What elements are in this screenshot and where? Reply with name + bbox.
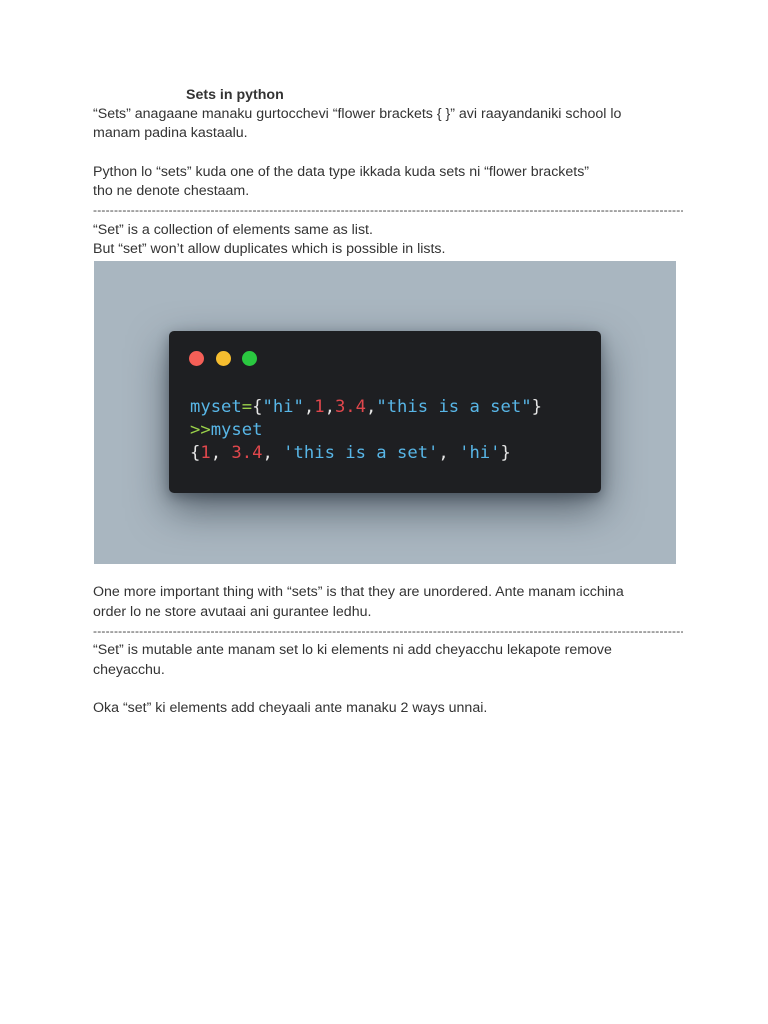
code-token: myset (190, 397, 242, 418)
code-token: , (324, 397, 335, 418)
code-token: "this is a set" (376, 397, 532, 418)
blank-line (93, 680, 683, 699)
code-token: >> (190, 420, 211, 441)
code-screenshot-figure (94, 261, 676, 564)
dashed-divider (93, 201, 683, 220)
code-token: myset (210, 420, 263, 441)
code-token: } (531, 397, 542, 418)
code-token: { (252, 397, 263, 418)
green-dot-icon (242, 351, 257, 366)
code-token: , (210, 442, 232, 463)
yellow-dot-icon (216, 351, 231, 366)
code-block (190, 396, 542, 464)
paragraph-6-line-1: Oka “set” ki elements add cheyaali ante manaku 2 ways unnai. (93, 700, 488, 717)
code-token: , (303, 397, 315, 418)
code-line-2 (190, 419, 542, 442)
code-token: } (500, 442, 511, 463)
code-window (169, 331, 601, 493)
paragraph-2-line-2: tho ne denote chestaam. (93, 183, 250, 200)
blank-line (93, 144, 683, 163)
code-token: 3.4 (334, 397, 366, 418)
code-token: 1 (314, 397, 325, 418)
lower-section (93, 583, 683, 718)
dashed-divider (93, 622, 683, 641)
code-line-3 (190, 442, 542, 465)
code-token: , (438, 442, 460, 463)
paragraph-3-line-2: But “set” won’t allow duplicates which is possible in lists. (93, 241, 446, 258)
document-page (93, 86, 683, 718)
document-title: Sets in python (186, 87, 284, 103)
paragraph-5-line-2: cheyacchu. (93, 661, 165, 678)
paragraph-3-line-1: “Set” is a collection of elements same as list. (93, 221, 373, 238)
paragraph-4-line-1: One more important thing with “sets” is that they are unordered. Ante manam icchina (93, 584, 624, 601)
code-token: , (366, 397, 377, 418)
code-token: = (241, 397, 253, 418)
paragraph-2-line-1: Python lo “sets” kuda one of the data type ikkada kuda sets ni “flower brackets” (93, 163, 590, 180)
code-token: "hi" (262, 397, 304, 418)
code-token: 1 (200, 442, 211, 463)
code-token: 'this is a set' (283, 442, 439, 463)
code-line-1 (190, 396, 542, 419)
code-token: 3.4 (231, 442, 263, 463)
paragraph-5-line-1: “Set” is mutable ante manam set lo ki elements ni add cheyacchu lekapote remove (93, 642, 612, 659)
code-token: { (190, 442, 201, 463)
paragraph-1-line-1: “Sets” anagaane manaku gurtocchevi “flower brackets { }” avi raayandaniki school lo (93, 106, 622, 122)
code-token: 'hi' (459, 442, 501, 463)
code-token: , (262, 442, 284, 463)
red-dot-icon (189, 351, 204, 366)
paragraph-1-line-2: manam padina kastaalu. (93, 125, 248, 142)
paragraph-4-line-2: order lo ne store avutaai ani gurantee ledhu. (93, 603, 372, 620)
